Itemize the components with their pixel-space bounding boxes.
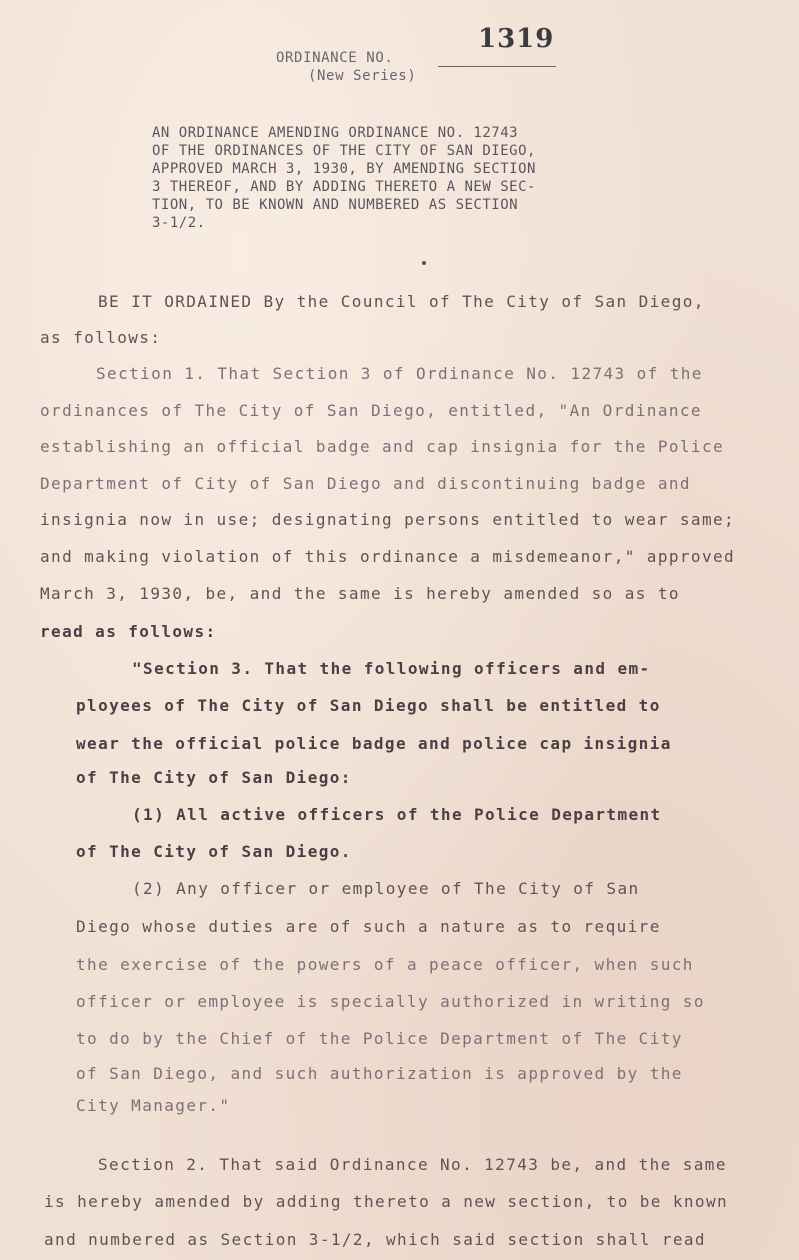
title-line: 3 THEREOF, AND BY ADDING THERETO A NEW SEC- bbox=[152, 179, 536, 195]
ink-dot bbox=[422, 261, 426, 265]
body-line: the exercise of the powers of a peace officer, when such bbox=[76, 955, 694, 974]
body-line: Department of City of San Diego and discontinuing badge and bbox=[40, 474, 691, 493]
title-line: TION, TO BE KNOWN AND NUMBERED AS SECTION bbox=[152, 197, 519, 213]
body-line: as follows: bbox=[40, 328, 162, 347]
body-line: wear the official police badge and police cap insignia bbox=[76, 734, 672, 753]
body-line: Diego whose duties are of such a nature as to require bbox=[76, 917, 661, 936]
body-line: Section 1. That Section 3 of Ordinance No. 12743 of the bbox=[96, 364, 703, 383]
body-line: Section 2. That said Ordinance No. 12743 be, and the same bbox=[98, 1155, 727, 1174]
body-line: officer or employee is specially authorized in writing so bbox=[76, 992, 705, 1011]
title-line: 3-1/2. bbox=[152, 215, 206, 231]
body-line: ployees of The City of San Diego shall be entitled to bbox=[76, 696, 661, 715]
body-line: insignia now in use; designating persons entitled to wear same; bbox=[40, 510, 736, 529]
body-line: "Section 3. That the following officers and em- bbox=[132, 659, 651, 678]
body-line: to do by the Chief of the Police Department of The City bbox=[76, 1029, 683, 1048]
body-line: (2) Any officer or employee of The City of San bbox=[132, 879, 640, 898]
body-line: (1) All active officers of the Police Department bbox=[132, 805, 662, 824]
title-line: AN ORDINANCE AMENDING ORDINANCE NO. 12743 bbox=[152, 125, 519, 141]
title-line: OF THE ORDINANCES OF THE CITY OF SAN DIEGO, bbox=[152, 143, 536, 159]
body-line: ordinances of The City of San Diego, entitled, "An Ordinance bbox=[40, 401, 702, 420]
body-line: is hereby amended by adding thereto a new section, to be known bbox=[44, 1192, 729, 1211]
body-line: read as follows: bbox=[40, 622, 217, 641]
body-line: of The City of San Diego: bbox=[76, 768, 352, 787]
body-line: March 3, 1930, be, and the same is hereby amended so as to bbox=[40, 584, 680, 603]
body-line: and making violation of this ordinance a misdemeanor," approved bbox=[40, 547, 736, 566]
body-line: City Manager." bbox=[76, 1096, 231, 1115]
body-line: of The City of San Diego. bbox=[76, 842, 352, 861]
body-line: and numbered as Section 3-1/2, which said section shall read bbox=[44, 1230, 706, 1249]
series-label: (New Series) bbox=[308, 68, 417, 84]
ordinance-label: ORDINANCE NO. bbox=[276, 50, 394, 66]
body-line: BE IT ORDAINED By the Council of The City of San Diego, bbox=[98, 292, 705, 311]
body-line: establishing an official badge and cap insignia for the Police bbox=[40, 437, 725, 456]
title-line: APPROVED MARCH 3, 1930, BY AMENDING SECTION bbox=[152, 161, 536, 177]
body-line: of San Diego, and such authorization is approved by the bbox=[76, 1064, 683, 1083]
ordinance-number-rule bbox=[438, 66, 556, 67]
ordinance-number: 1319 bbox=[478, 24, 555, 54]
